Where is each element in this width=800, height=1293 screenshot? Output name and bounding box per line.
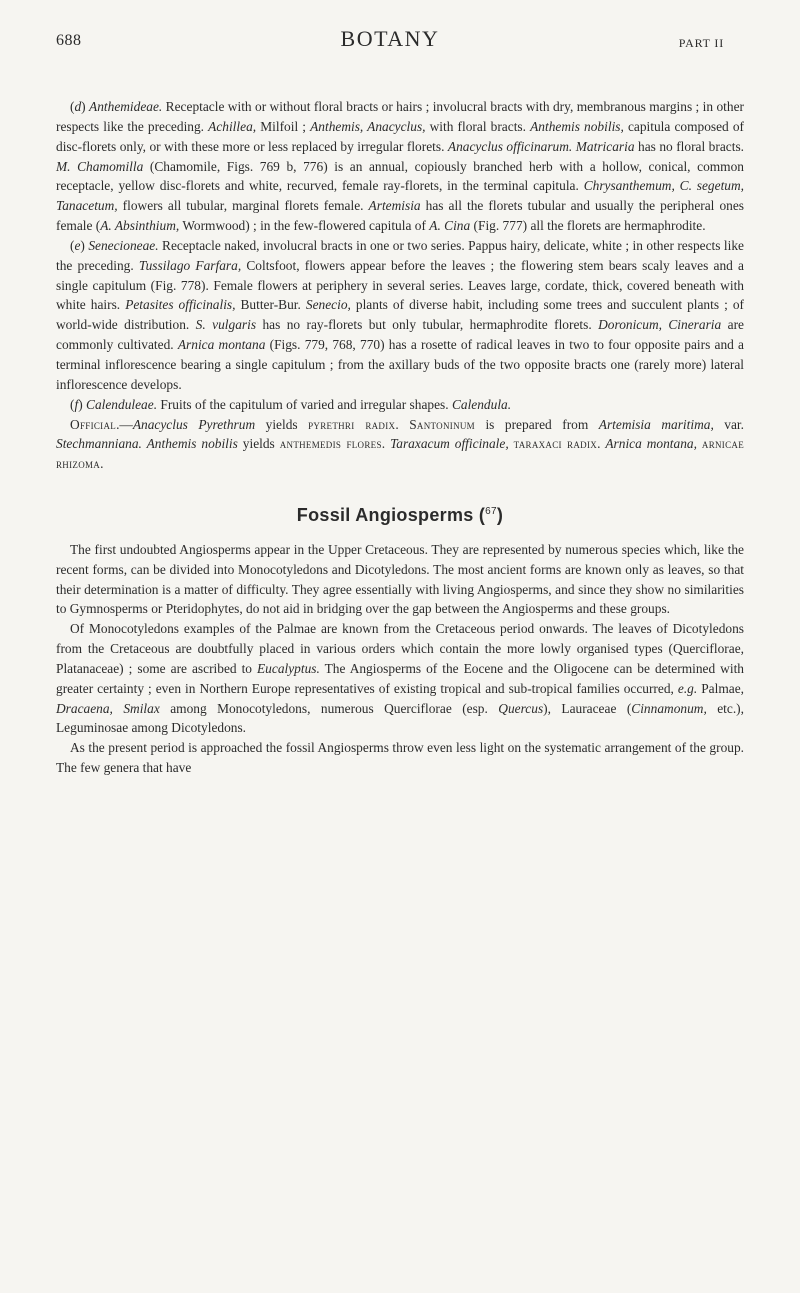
- italic-run: Taraxacum officinale,: [390, 436, 509, 452]
- heading-text: Fossil Angiosperms (: [296, 505, 486, 526]
- italic-run: Anacyclus Pyrethrum: [132, 416, 256, 432]
- text-run: Wormwood) ; in the few-flowered capitula of: [179, 218, 430, 234]
- italic-run: A. Cina: [429, 218, 471, 234]
- paragraph-fossil-present: [56, 738, 744, 778]
- text-run: with floral bracts.: [425, 118, 531, 134]
- footnote-ref: 67: [485, 506, 497, 518]
- small-caps-run: taraxaci radix: [513, 436, 598, 452]
- small-caps-run: anthemedis flores: [279, 436, 382, 452]
- italic-run: e.g.: [677, 680, 698, 696]
- text-run: .: [597, 436, 606, 452]
- text-run: ): [81, 99, 90, 114]
- italic-run: Anthemis nobilis,: [530, 118, 624, 134]
- paragraph-calenduleae: [56, 395, 744, 415]
- italic-run: A. Absinthium,: [100, 218, 180, 234]
- small-caps-run: pyrethri radix: [308, 416, 396, 432]
- italic-run: Anacyclus officinarum. Matricaria: [447, 138, 635, 154]
- italic-run: Doronicum, Cineraria: [598, 317, 722, 333]
- text-run: var.: [713, 416, 745, 432]
- text-run: .: [395, 416, 410, 432]
- italic-run: Achillea,: [208, 118, 257, 134]
- italic-run: Calenduleae.: [86, 396, 158, 412]
- text-run: .: [100, 456, 104, 472]
- italic-run: Arnica montana,: [605, 436, 697, 452]
- text-run: capitula composed of disc-florets only, or with these more or less replaced by irregular florets.: [56, 118, 744, 154]
- italic-run: e: [74, 237, 81, 253]
- text-run: among Monocotyledons, numerous Querciflorae (esp.: [159, 700, 499, 716]
- page-number: 688: [56, 32, 82, 49]
- text-run: are commonly cultivated.: [56, 317, 744, 353]
- italic-run: Senecioneae.: [88, 237, 159, 253]
- text-run: has no floral bracts.: [634, 138, 744, 154]
- small-caps-run: Official: [70, 416, 117, 432]
- italic-run: Artemisia maritima,: [598, 416, 714, 432]
- paragraph-anthemideae: [56, 97, 744, 236]
- text-run: ): [80, 237, 89, 253]
- text-run: Of Monocotyledons examples of the Palmae are known from the Cretaceous period onwards. The leaves of Dicotyledons from the Cretaceous are doubtfully placed in various orders which contain the more lowly organised types (Querciflorae, Platanaceae) ; some are ascribed to: [56, 621, 744, 676]
- text-run: Milfoil ;: [256, 118, 311, 134]
- running-title: BOTANY: [340, 26, 440, 51]
- paragraph-fossil-examples: [56, 619, 744, 738]
- text-run: Fruits of the capitulum of varied and irregular shapes.: [157, 396, 452, 412]
- text-run: (: [70, 99, 75, 114]
- italic-run: d: [74, 99, 82, 114]
- italic-run: f: [74, 396, 79, 412]
- italic-run: Quercus: [498, 700, 544, 716]
- italic-run: Cinnamonum,: [631, 700, 707, 716]
- paragraph-fossil-intro: [56, 540, 744, 619]
- text-run: The first undoubted Angiosperms appear in the Upper Cretaceous. They are represented by numerous species which, like the recent forms, can be divided into Monocotyledons and Dicotyledons. The most ancient forms are known only as leaves, so that their determination is a matter of difficulty. They agree essentially with living Angiosperms, and since they show no similarities to Gymnosperms or Pteridophytes, do not aid in bridging over the gap between the Angiosperms and these groups.: [56, 541, 744, 617]
- italic-run: Petasites officinalis,: [125, 297, 236, 313]
- text-run: (Figs. 779, 768, 770) has a rosette of radical leaves in two to four opposite pairs and a terminal inflorescence bearing a single capitulum ; from the axillary buds of the two opposite bracts one (rarely more) lateral inflorescence develops.: [56, 337, 744, 392]
- italic-run: S. vulgaris: [195, 317, 257, 333]
- text-run: plants of diverse habit, including some trees and succulent plants ; of world-wide distribution.: [56, 297, 744, 333]
- part-label: PART II: [678, 36, 724, 50]
- text-run: is prepared from: [474, 416, 599, 432]
- paragraph-senecioneae: [56, 236, 744, 395]
- italic-run: Arnica montana: [177, 337, 266, 353]
- italic-run: Anthemideae.: [89, 99, 163, 114]
- text-run: flowers all tubular, marginal florets female.: [117, 198, 369, 214]
- text-run: The Angiosperms of the Eocene and the Oligocene can be determined with greater certainty ; even in Northern Europe representatives of existing tropical and sub-tropical families occurred,: [56, 660, 744, 696]
- text-run: has no ray-florets but only tubular, hermaphrodite florets.: [256, 317, 599, 333]
- text-run: has all the florets tubular and usually the peripheral ones female (: [56, 198, 744, 234]
- running-head: [56, 22, 724, 62]
- text-run: Butter-Bur.: [235, 297, 306, 313]
- heading-close: ): [496, 505, 504, 526]
- paragraph-official: [56, 415, 744, 475]
- italic-run: Chrysanthemum, C. segetum, Tanacetum,: [56, 178, 745, 214]
- italic-run: Senecio,: [305, 297, 351, 313]
- italic-run: Dracaena, Smilax: [56, 700, 160, 716]
- text-run: Palmae,: [697, 680, 745, 696]
- text-run: etc.), Leguminosae among Dicotyledons.: [56, 700, 744, 736]
- italic-run: Eucalyptus.: [257, 660, 320, 676]
- small-caps-run: Santoninum: [409, 416, 475, 432]
- italic-run: Calendula.: [451, 396, 512, 412]
- text-run: As the present period is approached the fossil Angiosperms throw even less light on the systematic arrangement of the group. The few genera that have: [56, 740, 744, 776]
- text-run: Receptacle naked, involucral bracts in one or two series. Pappus hairy, delicate, white ; in other respects like the preceding.: [56, 237, 744, 273]
- text-run: .: [381, 436, 391, 452]
- text-run: .—: [116, 416, 133, 432]
- page-body: [56, 97, 744, 778]
- italic-run: Artemisia: [368, 198, 421, 214]
- text-run: ), Lauraceae (: [543, 700, 632, 716]
- text-run: (: [70, 396, 75, 412]
- text-run: (Fig. 777) all the florets are hermaphrodite.: [470, 218, 706, 234]
- italic-run: Stechmanniana. Anthemis nobilis: [56, 436, 238, 452]
- small-caps-run: arnicae rhizoma: [56, 436, 745, 472]
- text-run: yields: [255, 416, 309, 432]
- text-run: (: [70, 237, 75, 253]
- italic-run: M. Chamomilla: [56, 158, 144, 174]
- italic-run: Anthemis, Anacyclus,: [310, 118, 426, 134]
- italic-run: Tussilago Farfara,: [138, 257, 242, 273]
- text-run: ): [78, 396, 87, 412]
- section-heading-fossil-angiosperms: [56, 502, 744, 526]
- text-run: (Chamomile, Figs. 769 b, 776) is an annual, copiously branched herb with a hollow, conical, common receptacle, yellow disc-florets and white, recurved, female ray-florets, in the terminal capitula.: [56, 158, 744, 194]
- text-run: yields: [237, 436, 280, 452]
- text-run: Coltsfoot, flowers appear before the leaves ; the flowering stem bears scaly leaves and a single capitulum (Fig. 778). Female flowers at periphery in several series. Leaves large, cordate, thick, covered beneath with white hairs.: [56, 257, 744, 313]
- text-run: Receptacle with or without floral bracts or hairs ; involucral bracts with dry, membranous margins ; in other respects like the preceding.: [56, 99, 744, 134]
